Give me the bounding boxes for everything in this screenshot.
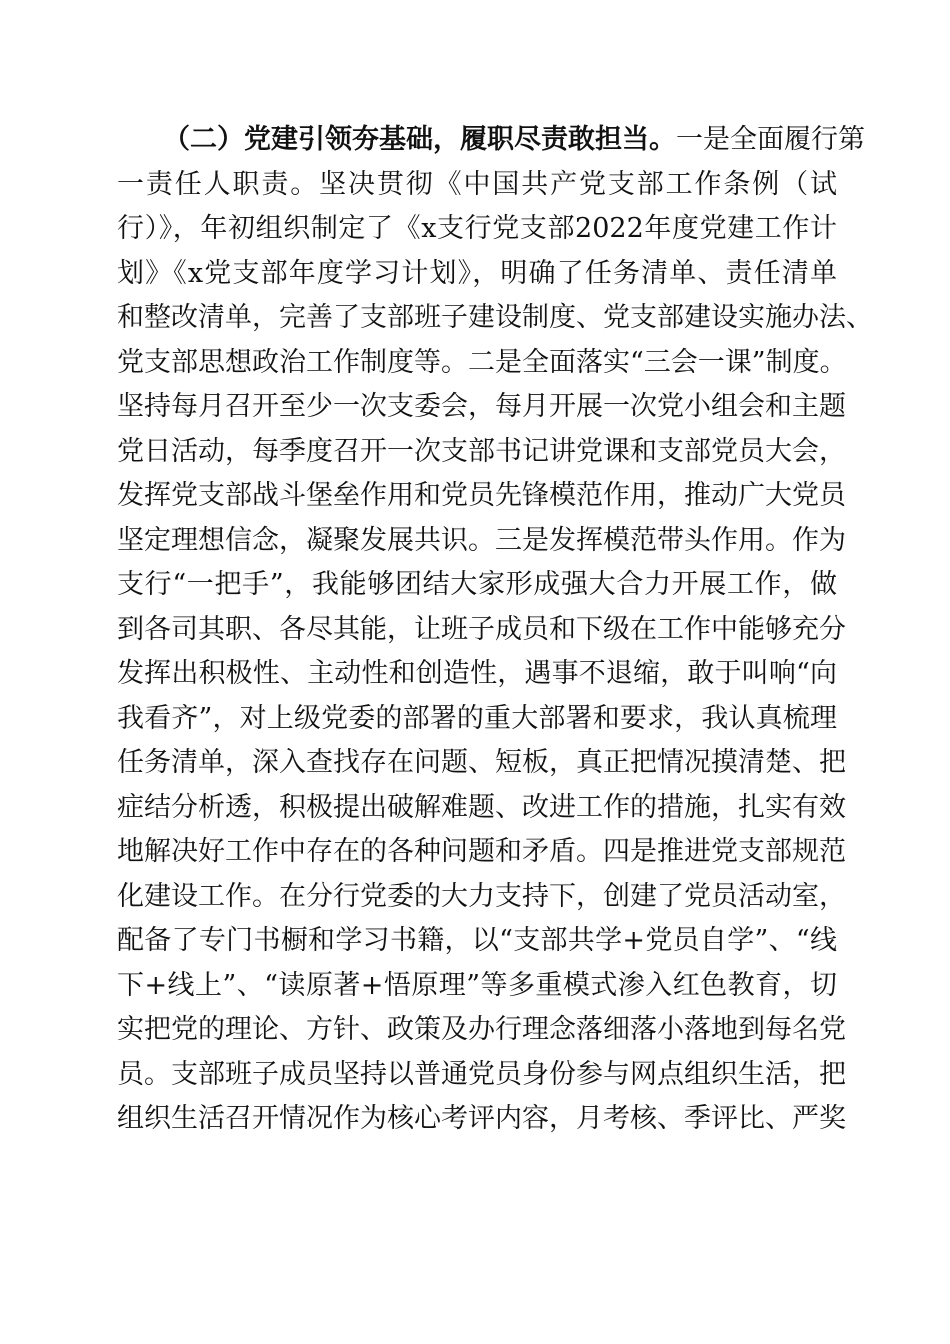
paragraph-line-8: 党日活动，每季度召开一次支部书记讲党课和支部党员大会， bbox=[117, 435, 846, 467]
paragraph-line-6: 党支部思想政治工作制度等。二是全面落实“三会一课”制度。 bbox=[117, 346, 847, 378]
paragraph-line-22: 员。支部班子成员坚持以普通党员身份参与网点组织生活，把 bbox=[117, 1058, 846, 1090]
paragraph-line-12: 到各司其职、各尽其能，让班子成员和下级在工作中能够充分 bbox=[117, 613, 846, 645]
paragraph-line-20: 下+线上”、“读原著+悟原理”等多重模式渗入红色教育，切 bbox=[117, 969, 837, 1001]
paragraph-line-4: 划》《x党支部年度学习计划》，明确了任务清单、责任清单 bbox=[117, 257, 837, 289]
paragraph-line-23: 组织生活召开情况作为核心考评内容，月考核、季评比、严奖 bbox=[117, 1103, 846, 1134]
paragraph-line-7: 坚持每月召开至少一次支委会，每月开展一次党小组会和主题 bbox=[117, 391, 846, 422]
section-heading-lead: （二）党建引领夯基础，履职尽责敢担当。 bbox=[163, 124, 676, 155]
paragraph-line-15: 任务清单，深入查找存在问题、短板，真正把情况摸清楚、把 bbox=[117, 747, 846, 778]
paragraph-line-1 bbox=[117, 118, 865, 163]
paragraph-line-9: 发挥党支部战斗堡垒作用和党员先锋模范作用，推动广大党员 bbox=[117, 480, 846, 511]
paragraph-line-21: 实把党的理论、方针、政策及办行理念落细落小落地到每名党 bbox=[117, 1014, 846, 1045]
paragraph-line-5: 和整改清单，完善了支部班子建设制度、党支部建设实施办法、 bbox=[117, 302, 873, 333]
paragraph-line-10: 坚定理想信念，凝聚发展共识。三是发挥模范带头作用。作为 bbox=[117, 524, 846, 556]
paragraph-line-14: 我看齐”，对上级党委的部署的重大部署和要求，我认真梳理 bbox=[117, 702, 837, 734]
body-paragraph bbox=[117, 118, 873, 1142]
paragraph-line-19: 配备了专门书橱和学习书籍，以“支部共学+党员自学”、“线 bbox=[117, 925, 837, 956]
paragraph-line-18: 化建设工作。在分行党委的大力支持下，创建了党员活动室， bbox=[117, 880, 846, 912]
paragraph-line-3: 行）》，年初组织制定了《x支行党支部2022年度党建工作计 bbox=[117, 213, 837, 244]
paragraph-line-17: 地解决好工作中存在的各种问题和矛盾。四是推进党支部规范 bbox=[117, 836, 846, 867]
line-text: 一是全面履行第 bbox=[676, 124, 865, 155]
paragraph-line-11: 支行“一把手”，我能够团结大家形成强大合力开展工作，做 bbox=[117, 569, 837, 600]
paragraph-line-13: 发挥出积极性、主动性和创造性，遇事不退缩，敢于叫响“向 bbox=[117, 658, 837, 689]
paragraph-line-2: 一责任人职责。坚决贯彻《中国共产党支部工作条例（试 bbox=[117, 168, 837, 200]
paragraph-line-16: 症结分析透，积极提出破解难题、改进工作的措施，扎实有效 bbox=[117, 791, 846, 823]
